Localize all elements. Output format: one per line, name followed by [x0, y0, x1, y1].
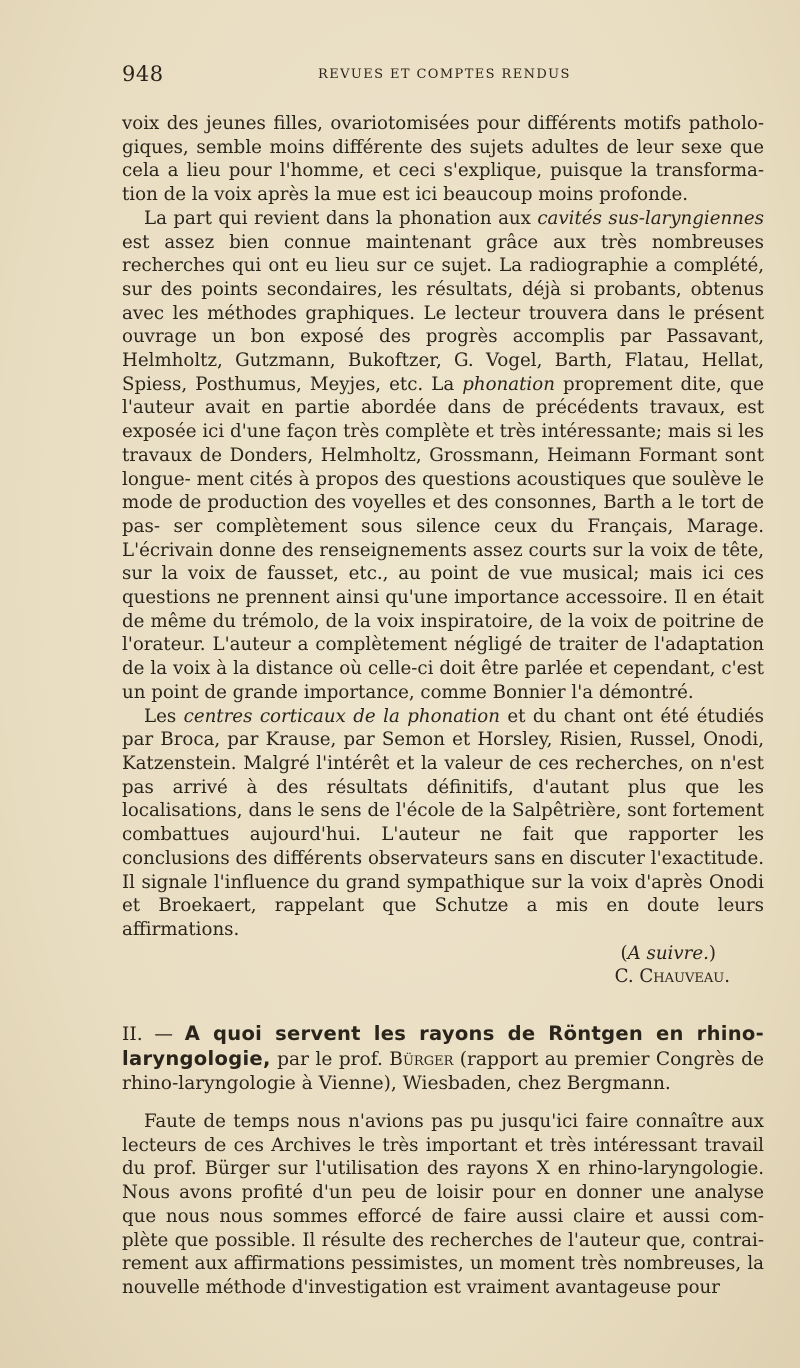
paragraph-2-text-c: proprement dite, que l'auteur avait en partie abordée dans de précédents travaux, est exposée ici d'une façon très complète et très intéressante; mais si les travaux de Donders, Helmholtz, Grossmann, Heimann Formant sont longue- ment cités à propos des questions acoustiques que soulève le mode de production des voyelles et des consonnes, Barth a le tort de pas- ser complètement sous silence ceux du Français, Marage. L'écrivain donne des renseignements assez courts sur la voix de tête, sur la voix de fausset, etc., au point de vue musical; mais ici ces questions ne prennent ainsi qu'une importance accessoire. Il en était de même du trémolo, de la voix inspiratoire, de la voix de poitrine de l'orateur. L'auteur a complètement négligé de traiter de l'adaptation de la voix à la distance où celle-ci doit être parlée et cependant, c'est un point de grande importance, comme Bonnier l'a démontré.: [122, 373, 764, 703]
suivre-text: A suivre.: [627, 942, 709, 964]
article-details: (rapport au premier Congrès de rhino-laryngologie à Vienne), Wiesbaden, chez Bergmann.: [122, 1049, 764, 1095]
paragraph-2-emphasis-1: cavités sus-laryngiennes: [537, 207, 764, 229]
paragraph-3: [122, 705, 764, 942]
page-number: 948: [122, 62, 164, 86]
article-by: par le prof.: [270, 1049, 390, 1071]
paragraph-3-text-b: et du chant ont été étudiés par Broca, par Krause, par Semon et Horsley, Risien, Russel, Onodi, Katzenstein. Malgré l'intérêt et la valeur de ces recherches, on n'est pas arrivé à des résultats définitifs, d'autant plus que les localisations, dans le sens de l'école de la Salpêtrière, sont fortement combattues aujourd'hui. L'auteur ne fait que rapporter les conclusions des différents observateurs sans en discuter l'exactitude. Il signale l'influence du grand sympathique sur la voix d'après Onodi et Broekaert, rappelant que Schutze a mis en doute leurs affirmations.: [122, 705, 764, 940]
paragraph-3-emphasis: centres corticaux de la phonation: [183, 705, 500, 727]
paragraph-1: voix des jeunes filles, ovariotomisées pour différents motifs patholo- giques, semble moins différente des sujets adultes de leur sexe que cela a lieu pour l'homme, et ceci s'explique, puisque la transforma- tion de la voix après la mue est ici beaucoup moins profonde.: [122, 113, 764, 206]
paragraph-3-text-a: Les: [144, 705, 184, 727]
article-heading: [122, 1022, 764, 1096]
paragraph-2-text-a: La part qui revient dans la phonation aux: [144, 207, 538, 229]
body-text: [122, 112, 764, 1300]
suivre-close: ): [708, 942, 716, 964]
suivre-open: (: [620, 942, 628, 964]
paragraph-4: Faute de temps nous n'avions pas pu jusqu'ici faire connaître aux lecteurs de ces Archives le très important et très intéressant travail du prof. Bürger sur l'utilisation des rayons X en rhino-laryngologie. Nous avons profité d'un peu de loisir pour en donner une analyse que nous nous sommes efforcé de faire aussi claire et aussi com- plète que possible. Il résulte des recherches de l'auteur que, contrai- rement aux affirmations pessimistes, un moment très nombreuses, la nouvelle méthode d'investigation est vraiment avantageuse pour: [122, 1111, 764, 1298]
article-title: A quoi servent les rayons de Röntgen en rhino- laryngologie,: [122, 1022, 765, 1071]
article-number: II. —: [122, 1024, 185, 1046]
page-header: [122, 62, 762, 92]
paragraph-2-emphasis-2: phonation: [462, 373, 555, 395]
to-be-continued: [122, 942, 764, 966]
paragraph-2: [122, 207, 764, 705]
paragraph-2-text-b: est assez bien connue maintenant grâce aux très nombreuses recherches qui ont eu lieu sur ce sujet. La radiographie a complété, sur des points secondaires, les résultats, déjà si probants, obtenus avec les méthodes graphiques. Le lecteur trouvera dans le présent ouvrage un bon exposé des progrès accomplis par Passavant, Helmholtz, Gutzmann, Bukoftzer, G. Vogel, Barth, Flatau, Hellat, Spiess, Posthumus, Meyjes, etc. La: [122, 231, 764, 395]
running-head: REVUES ET COMPTES RENDUS: [318, 67, 571, 82]
author-signature: C. Chauveau.: [614, 966, 730, 988]
article-author: Bürger: [389, 1049, 454, 1071]
